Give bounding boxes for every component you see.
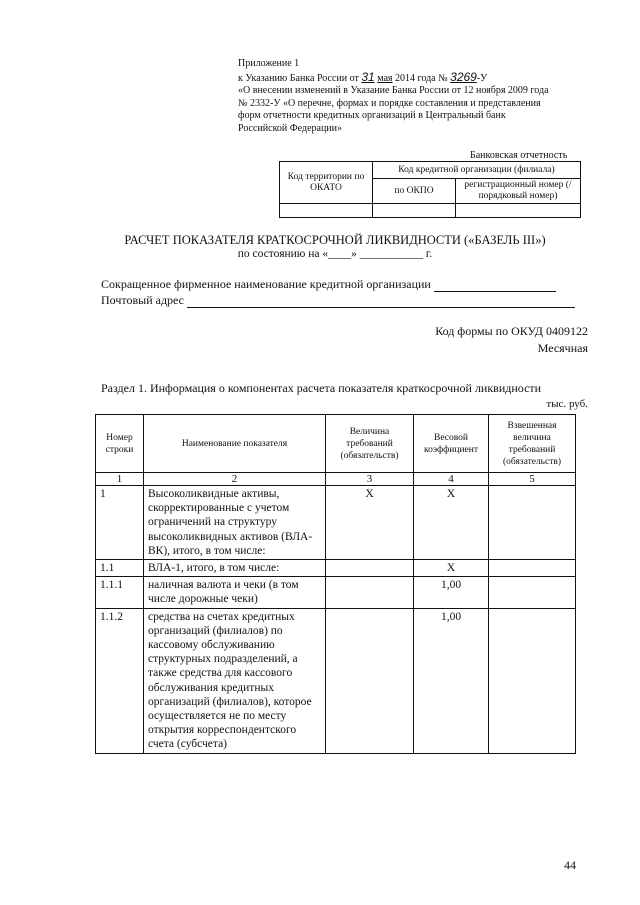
row-weighted[interactable] xyxy=(489,577,576,608)
row-name: средства на счетах кредитных организаций (филиалов) по кассовому обслуживанию структурных подразделений, а также средства для кассового обслуживания кредитных организаций (филиалов), которое осуществляется не по месту открытия корреспондентского счета (субсчета) xyxy=(144,608,326,753)
appendix-prefix: к Указанию Банка России от xyxy=(238,72,359,84)
column-number: 4 xyxy=(414,473,489,486)
appendix-line-5: форм отчетности кредитных организаций в Центральный банк xyxy=(238,110,506,121)
appendix-month: мая xyxy=(377,72,393,84)
appendix-line-4: № 2332-У «О перечне, формах и порядке составления и представления xyxy=(238,97,541,109)
row-number: 1.1.1 xyxy=(96,577,144,608)
column-number: 3 xyxy=(326,473,414,486)
org-name-label: Сокращенное фирменное наименование кредитной организации xyxy=(101,277,431,291)
column-number: 1 xyxy=(96,473,144,486)
row-value[interactable] xyxy=(326,560,414,577)
credit-org-header: Код кредитной организации (филиала) xyxy=(373,162,581,179)
header-requirement-value: Величина требований (обязательств) xyxy=(326,415,414,473)
appendix-line-6: Российской Федерации» xyxy=(238,122,343,134)
appendix-title: Приложение 1 xyxy=(238,58,300,69)
row-value: X xyxy=(326,486,414,560)
row-weighted[interactable] xyxy=(489,560,576,577)
okud-block xyxy=(435,323,588,357)
header-indicator-name: Наименование показателя xyxy=(144,415,326,473)
column-number: 2 xyxy=(144,473,326,486)
row-coef: 1,00 xyxy=(414,608,489,753)
territory-cell[interactable] xyxy=(280,204,373,218)
header-weighted-value: Взвешенная величина требований (обязательств) xyxy=(489,415,576,473)
header-row-number: Номер строки xyxy=(96,415,144,473)
row-weighted[interactable] xyxy=(489,608,576,753)
report-periodicity: Месячная xyxy=(537,341,588,355)
table-row xyxy=(96,577,576,608)
liquidity-table xyxy=(95,414,576,754)
reg-number-cell[interactable] xyxy=(456,204,581,218)
okpo-cell[interactable] xyxy=(373,204,456,218)
codes-table xyxy=(279,161,581,218)
okpo-header: по ОКПО xyxy=(373,179,456,204)
row-name: ВЛА-1, итого, в том числе: xyxy=(144,560,326,577)
row-coef: X xyxy=(414,560,489,577)
table-row xyxy=(96,608,576,753)
units-label: тыс. руб. xyxy=(546,398,588,410)
row-name: наличная валюта и чеки (в том числе дорожные чеки) xyxy=(144,577,326,608)
row-coef: X xyxy=(414,486,489,560)
row-number: 1.1 xyxy=(96,560,144,577)
appendix-reference xyxy=(238,71,588,86)
appendix-year: 2014 года № xyxy=(395,72,448,84)
row-number: 1.1.2 xyxy=(96,608,144,753)
address-label: Почтовый адрес xyxy=(101,293,185,307)
address-line[interactable] xyxy=(187,295,575,308)
header-weight-coef: Весовой коэффициент xyxy=(414,415,489,473)
table-row xyxy=(96,486,576,560)
section-title: Раздел 1. Информация о компонентах расчета показателя краткосрочной ликвидности xyxy=(101,381,542,395)
row-value[interactable] xyxy=(326,577,414,608)
reporting-label: Банковская отчетность xyxy=(470,150,568,161)
row-name: Высоколиквидные активы, скорректированные с учетом ограничений на структуру высоколиквидных активов (ВЛА-ВК), итого, в том числе: xyxy=(144,486,326,560)
report-title: РАСЧЕТ ПОКАЗАТЕЛЯ КРАТКОСРОЧНОЙ ЛИКВИДНОСТИ («БАЗЕЛЬ III») xyxy=(124,233,546,247)
appendix-line-3: «О внесении изменений в Указание Банка России от 12 ноября 2009 года xyxy=(238,85,549,96)
page-number: 44 xyxy=(564,858,576,872)
org-name-field xyxy=(101,277,556,292)
okud-code: Код формы по ОКУД 0409122 xyxy=(435,324,588,338)
address-field xyxy=(101,293,575,308)
table-row xyxy=(96,560,576,577)
row-number: 1 xyxy=(96,486,144,560)
territory-header: Код территории по ОКАТО xyxy=(280,162,373,204)
appendix-block xyxy=(238,58,588,135)
column-number: 5 xyxy=(489,473,576,486)
appendix-number: 3269 xyxy=(450,69,477,84)
report-date: по состоянию на «____» ___________ г. xyxy=(237,248,433,260)
org-name-line[interactable] xyxy=(434,279,556,292)
row-coef: 1,00 xyxy=(414,577,489,608)
row-value[interactable] xyxy=(326,608,414,753)
appendix-suffix: -У xyxy=(476,72,488,84)
reg-number-header: регистрационный номер (/порядковый номер) xyxy=(456,179,581,204)
appendix-day: 31 xyxy=(361,69,375,84)
row-weighted[interactable] xyxy=(489,486,576,560)
